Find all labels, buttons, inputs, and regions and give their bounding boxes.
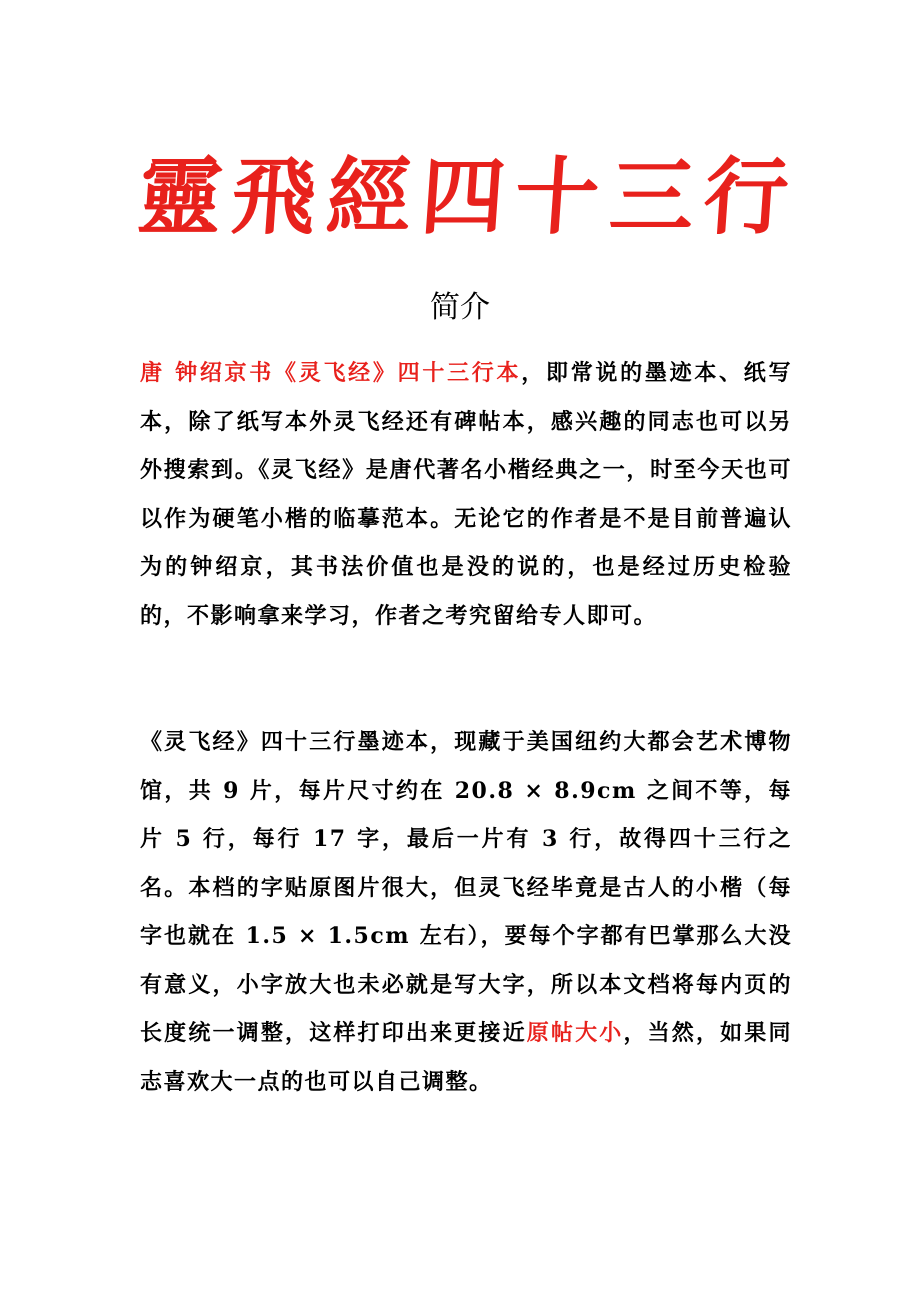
details-paragraph	[140, 718, 792, 1106]
title-glyph: 行	[700, 147, 792, 246]
intro-text: ，即常说的墨迹本、纸写本，除了纸写本外灵飞经还有碑帖本，感兴趣的同志也可以另外搜索到。《灵飞经》是唐代著名小楷经典之一，时至今天也可以作为硬笔小楷的临摹范本。无论它的作者是不是目前普遍认为的钟绍京，其书法价值也是没的说的，也是经过历史检验的，不影响拿来学习，作者之考究留给专人即可。	[140, 360, 792, 629]
intro-paragraph	[140, 349, 792, 640]
calligraphy-title	[134, 147, 792, 246]
intro-highlight: 唐 钟绍京书《灵飞经》四十三行本	[140, 360, 522, 386]
details-text-before: 《灵飞经》四十三行墨迹本，现藏于美国纽约大都会艺术博物馆，共 9 片，每片尺寸约在 20.8 × 8.9cm 之间不等，每片 5 行，每行 17 字，最后一片有 3 行，故得四十三行之名。本档的字贴原图片很大，但灵飞经毕竟是古人的小楷（每字也就在 1.5 × 1.5cm 左右），要每个字都有巴掌那么大没有意义，小字放大也未必就是写大字，所以本文档将每内页的长度统一调整，这样打印出来更接近	[140, 729, 792, 1046]
title-glyph: 靈	[134, 147, 226, 246]
title-glyph: 飛	[228, 147, 320, 246]
details-text-after: ，当然，如果同志喜欢大一点的也可以自己调整。	[140, 1020, 792, 1095]
title-glyph: 經	[323, 147, 415, 246]
title-glyph: 三	[606, 147, 698, 246]
section-heading: 简介	[430, 290, 490, 325]
details-highlight: 原帖大小	[526, 1020, 624, 1046]
title-glyph: 十	[511, 147, 603, 246]
title-glyph: 四	[417, 147, 509, 246]
